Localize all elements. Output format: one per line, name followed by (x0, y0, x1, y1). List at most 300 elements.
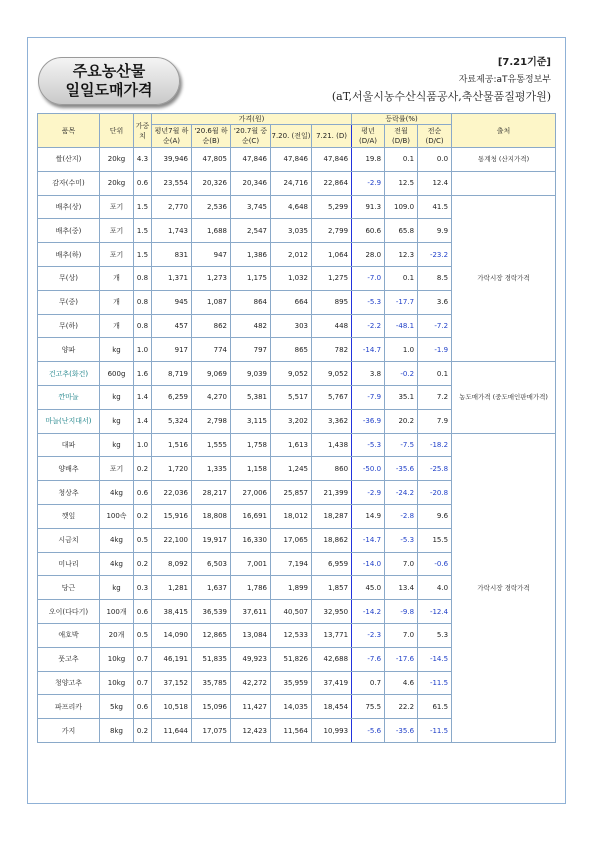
change-cell: 35.1 (385, 385, 418, 409)
item-weight: 0.6 (134, 695, 152, 719)
price-cell: 17,065 (271, 528, 312, 552)
item-unit: 10kg (100, 671, 134, 695)
price-cell: 1,175 (231, 266, 271, 290)
price-cell: 18,454 (312, 695, 352, 719)
price-cell: 47,846 (231, 148, 271, 172)
item-unit: 포기 (100, 219, 134, 243)
change-cell: -2.3 (352, 623, 385, 647)
price-cell: 24,716 (271, 171, 312, 195)
item-unit: 4kg (100, 528, 134, 552)
price-cell: 831 (152, 243, 192, 267)
item-unit: 포기 (100, 457, 134, 481)
price-cell: 1,688 (192, 219, 231, 243)
item-weight: 0.2 (134, 552, 152, 576)
price-cell: 1,857 (312, 576, 352, 600)
price-cell: 18,012 (271, 504, 312, 528)
change-cell: 13.4 (385, 576, 418, 600)
change-cell: 0.1 (385, 148, 418, 172)
item-weight: 4.3 (134, 148, 152, 172)
price-cell: 18,808 (192, 504, 231, 528)
item-unit: kg (100, 338, 134, 362)
price-cell: 1,613 (271, 433, 312, 457)
data-provider: 자료제공:aT유통정보부 (458, 75, 551, 85)
item-weight: 1.4 (134, 409, 152, 433)
header-price-col: 평년7월 하순(A) (152, 125, 192, 148)
change-cell: 22.2 (385, 695, 418, 719)
header-price-col: '20.6월 하순(B) (192, 125, 231, 148)
change-cell: -5.6 (352, 719, 385, 743)
item-unit: 4kg (100, 552, 134, 576)
header-item: 품목 (38, 114, 100, 148)
change-cell: -35.6 (385, 457, 418, 481)
item-unit: 포기 (100, 195, 134, 219)
change-cell: -14.7 (352, 338, 385, 362)
item-unit: 10kg (100, 647, 134, 671)
price-cell: 6,959 (312, 552, 352, 576)
price-cell: 5,381 (231, 385, 271, 409)
item-name: 건고추(화건) (38, 362, 100, 386)
item-unit: 포기 (100, 243, 134, 267)
item-name: 애호박 (38, 623, 100, 647)
price-cell: 20,346 (231, 171, 271, 195)
price-cell: 2,799 (312, 219, 352, 243)
price-cell: 5,299 (312, 195, 352, 219)
price-cell: 16,330 (231, 528, 271, 552)
change-cell: 15.5 (418, 528, 452, 552)
item-name: 당근 (38, 576, 100, 600)
price-cell: 22,864 (312, 171, 352, 195)
header-price-group: 가격(원) (152, 114, 352, 125)
price-cell: 51,835 (192, 647, 231, 671)
item-unit: kg (100, 433, 134, 457)
item-name: 미나리 (38, 552, 100, 576)
header-price-col: 7.20. (전일) (271, 125, 312, 148)
price-cell: 17,075 (192, 719, 231, 743)
change-cell: 4.6 (385, 671, 418, 695)
change-cell: 61.5 (418, 695, 452, 719)
price-cell: 1,786 (231, 576, 271, 600)
price-cell: 10,518 (152, 695, 192, 719)
change-cell: 12.3 (385, 243, 418, 267)
price-cell: 20,326 (192, 171, 231, 195)
change-cell: -7.0 (352, 266, 385, 290)
change-cell: 7.0 (385, 552, 418, 576)
change-cell: -14.0 (352, 552, 385, 576)
price-cell: 6,503 (192, 552, 231, 576)
price-cell: 40,507 (271, 600, 312, 624)
change-cell: 65.8 (385, 219, 418, 243)
price-cell: 37,152 (152, 671, 192, 695)
price-cell: 797 (231, 338, 271, 362)
item-name: 풋고추 (38, 647, 100, 671)
price-table (37, 113, 556, 743)
price-cell: 39,946 (152, 148, 192, 172)
table-row (38, 362, 556, 386)
title-line1: 주요농산물 (72, 62, 146, 80)
price-cell: 5,324 (152, 409, 192, 433)
price-cell: 5,517 (271, 385, 312, 409)
table-row (38, 433, 556, 457)
price-cell: 4,648 (271, 195, 312, 219)
price-cell: 1,758 (231, 433, 271, 457)
price-cell: 32,950 (312, 600, 352, 624)
price-cell: 18,287 (312, 504, 352, 528)
source-cell: 농도매가격 (중도매인판매가격) (452, 362, 556, 433)
change-cell: -0.6 (418, 552, 452, 576)
price-cell: 51,826 (271, 647, 312, 671)
change-cell: -9.8 (385, 600, 418, 624)
price-cell: 8,092 (152, 552, 192, 576)
table-row (38, 171, 556, 195)
change-cell: 12.4 (418, 171, 452, 195)
item-weight: 1.5 (134, 219, 152, 243)
price-cell: 25,857 (271, 481, 312, 505)
item-unit: kg (100, 409, 134, 433)
price-cell: 1,245 (271, 457, 312, 481)
price-cell: 7,001 (231, 552, 271, 576)
item-name: 파프리카 (38, 695, 100, 719)
item-weight: 0.2 (134, 457, 152, 481)
change-cell: -50.0 (352, 457, 385, 481)
item-weight: 0.7 (134, 647, 152, 671)
price-cell: 917 (152, 338, 192, 362)
price-cell: 3,035 (271, 219, 312, 243)
table-row (38, 195, 556, 219)
price-cell: 35,959 (271, 671, 312, 695)
price-cell: 482 (231, 314, 271, 338)
item-weight: 0.2 (134, 504, 152, 528)
price-cell: 7,194 (271, 552, 312, 576)
price-cell: 37,611 (231, 600, 271, 624)
price-cell: 1,335 (192, 457, 231, 481)
item-weight: 1.4 (134, 385, 152, 409)
price-cell: 47,805 (192, 148, 231, 172)
change-cell: -7.9 (352, 385, 385, 409)
item-name: 양배추 (38, 457, 100, 481)
price-cell: 1,032 (271, 266, 312, 290)
price-cell: 11,644 (152, 719, 192, 743)
price-cell: 3,115 (231, 409, 271, 433)
price-cell: 1,273 (192, 266, 231, 290)
change-cell: -5.3 (352, 290, 385, 314)
price-cell: 27,006 (231, 481, 271, 505)
price-cell: 11,564 (271, 719, 312, 743)
reference-date: [7.21기준] (497, 57, 551, 68)
item-name: 감자(수미) (38, 171, 100, 195)
item-weight: 1.5 (134, 195, 152, 219)
item-name: 무(상) (38, 266, 100, 290)
price-cell: 1,720 (152, 457, 192, 481)
change-cell: 28.0 (352, 243, 385, 267)
item-weight: 0.3 (134, 576, 152, 600)
price-cell: 23,554 (152, 171, 192, 195)
source-cell: 통계청 (산지가격) (452, 148, 556, 172)
price-cell: 13,084 (231, 623, 271, 647)
change-cell: 9.9 (418, 219, 452, 243)
item-name: 깻잎 (38, 504, 100, 528)
change-cell: 9.6 (418, 504, 452, 528)
price-cell: 1,158 (231, 457, 271, 481)
price-cell: 664 (271, 290, 312, 314)
price-cell: 19,917 (192, 528, 231, 552)
change-cell: 12.5 (385, 171, 418, 195)
price-cell: 448 (312, 314, 352, 338)
item-name: 청양고추 (38, 671, 100, 695)
price-cell: 862 (192, 314, 231, 338)
price-cell: 9,052 (271, 362, 312, 386)
price-cell: 945 (152, 290, 192, 314)
header-change-col: 전순 (D/C) (418, 125, 452, 148)
change-cell: 20.2 (385, 409, 418, 433)
item-name: 오이(다다기) (38, 600, 100, 624)
change-cell: 7.2 (418, 385, 452, 409)
price-cell: 38,415 (152, 600, 192, 624)
item-unit: 5kg (100, 695, 134, 719)
source-cell: 가락시장 경락가격 (452, 433, 556, 742)
change-cell: 3.8 (352, 362, 385, 386)
table-row (38, 148, 556, 172)
price-cell: 49,923 (231, 647, 271, 671)
change-cell: -14.5 (418, 647, 452, 671)
change-cell: 45.0 (352, 576, 385, 600)
price-cell: 22,100 (152, 528, 192, 552)
price-cell: 1,743 (152, 219, 192, 243)
change-cell: 41.5 (418, 195, 452, 219)
item-weight: 1.6 (134, 362, 152, 386)
change-cell: 1.0 (385, 338, 418, 362)
price-cell: 21,399 (312, 481, 352, 505)
price-cell: 15,916 (152, 504, 192, 528)
item-unit: 8kg (100, 719, 134, 743)
item-unit: 100속 (100, 504, 134, 528)
change-cell: -5.3 (352, 433, 385, 457)
item-name: 양파 (38, 338, 100, 362)
price-cell: 35,785 (192, 671, 231, 695)
change-cell: 4.0 (418, 576, 452, 600)
header-source: 출처 (452, 114, 556, 148)
price-cell: 3,745 (231, 195, 271, 219)
price-cell: 14,090 (152, 623, 192, 647)
change-cell: 0.1 (385, 266, 418, 290)
header-weight: 가중치 (134, 114, 152, 148)
item-weight: 0.5 (134, 623, 152, 647)
item-unit: 개 (100, 290, 134, 314)
header-change-col: 평년 (D/A) (352, 125, 385, 148)
item-weight: 0.8 (134, 290, 152, 314)
price-cell: 1,555 (192, 433, 231, 457)
price-cell: 947 (192, 243, 231, 267)
title-line2: 일일도매가격 (65, 81, 153, 99)
price-cell: 36,539 (192, 600, 231, 624)
price-cell: 1,386 (231, 243, 271, 267)
change-cell: 5.3 (418, 623, 452, 647)
price-cell: 13,771 (312, 623, 352, 647)
item-name: 무(중) (38, 290, 100, 314)
header-price-col: '20.7월 중순(C) (231, 125, 271, 148)
header-price-col: 7.21. (D) (312, 125, 352, 148)
item-name: 대파 (38, 433, 100, 457)
item-name: 무(하) (38, 314, 100, 338)
price-cell: 9,039 (231, 362, 271, 386)
item-weight: 0.7 (134, 671, 152, 695)
header-change-col: 전월 (D/B) (385, 125, 418, 148)
price-cell: 28,217 (192, 481, 231, 505)
item-name: 배추(중) (38, 219, 100, 243)
price-cell: 1,275 (312, 266, 352, 290)
change-cell: 7.9 (418, 409, 452, 433)
item-unit: kg (100, 385, 134, 409)
price-cell: 3,202 (271, 409, 312, 433)
change-cell: 19.8 (352, 148, 385, 172)
price-cell: 47,846 (312, 148, 352, 172)
item-weight: 1.5 (134, 243, 152, 267)
price-cell: 1,438 (312, 433, 352, 457)
price-cell: 10,993 (312, 719, 352, 743)
item-unit: 4kg (100, 481, 134, 505)
price-cell: 22,036 (152, 481, 192, 505)
price-cell: 895 (312, 290, 352, 314)
change-cell: -7.5 (385, 433, 418, 457)
item-name: 시금치 (38, 528, 100, 552)
change-cell: -2.9 (352, 171, 385, 195)
change-cell: -25.8 (418, 457, 452, 481)
price-cell: 14,035 (271, 695, 312, 719)
change-cell: -12.4 (418, 600, 452, 624)
change-cell: -35.6 (385, 719, 418, 743)
item-weight: 1.0 (134, 433, 152, 457)
price-cell: 1,281 (152, 576, 192, 600)
change-cell: -0.2 (385, 362, 418, 386)
price-cell: 4,270 (192, 385, 231, 409)
item-unit: 100개 (100, 600, 134, 624)
change-cell: -23.2 (418, 243, 452, 267)
price-cell: 865 (271, 338, 312, 362)
price-cell: 46,191 (152, 647, 192, 671)
price-cell: 11,427 (231, 695, 271, 719)
title-badge (38, 57, 180, 105)
price-cell: 9,069 (192, 362, 231, 386)
price-cell: 37,419 (312, 671, 352, 695)
item-weight: 0.6 (134, 600, 152, 624)
item-name: 배추(하) (38, 243, 100, 267)
item-name: 가지 (38, 719, 100, 743)
change-cell: 60.6 (352, 219, 385, 243)
item-name: 배추(상) (38, 195, 100, 219)
change-cell: 91.3 (352, 195, 385, 219)
change-cell: -20.8 (418, 481, 452, 505)
change-cell: -48.1 (385, 314, 418, 338)
price-cell: 47,846 (271, 148, 312, 172)
price-cell: 42,688 (312, 647, 352, 671)
item-unit: 20kg (100, 148, 134, 172)
change-cell: -11.5 (418, 671, 452, 695)
price-cell: 1,087 (192, 290, 231, 314)
change-cell: -7.6 (352, 647, 385, 671)
item-weight: 0.6 (134, 481, 152, 505)
header-unit: 단위 (100, 114, 134, 148)
price-cell: 1,371 (152, 266, 192, 290)
item-weight: 0.8 (134, 266, 152, 290)
price-cell: 457 (152, 314, 192, 338)
item-unit: kg (100, 576, 134, 600)
item-name: 깐마늘 (38, 385, 100, 409)
item-weight: 0.8 (134, 314, 152, 338)
price-cell: 8,719 (152, 362, 192, 386)
change-cell: -14.2 (352, 600, 385, 624)
change-cell: -17.6 (385, 647, 418, 671)
price-cell: 16,691 (231, 504, 271, 528)
price-cell: 864 (231, 290, 271, 314)
change-cell: -36.9 (352, 409, 385, 433)
change-cell: -2.8 (385, 504, 418, 528)
item-weight: 1.0 (134, 338, 152, 362)
change-cell: -14.7 (352, 528, 385, 552)
price-cell: 2,547 (231, 219, 271, 243)
change-cell: 75.5 (352, 695, 385, 719)
change-cell: 0.0 (418, 148, 452, 172)
data-sources: (aT,서울시농수산식품공사,축산물품질평가원) (331, 90, 551, 103)
price-cell: 2,012 (271, 243, 312, 267)
item-weight: 0.2 (134, 719, 152, 743)
change-cell: -1.9 (418, 338, 452, 362)
price-cell: 5,767 (312, 385, 352, 409)
change-cell: -7.2 (418, 314, 452, 338)
source-cell (452, 171, 556, 195)
item-unit: 개 (100, 314, 134, 338)
price-cell: 9,052 (312, 362, 352, 386)
price-cell: 18,862 (312, 528, 352, 552)
change-cell: 14.9 (352, 504, 385, 528)
item-weight: 0.5 (134, 528, 152, 552)
change-cell: 109.0 (385, 195, 418, 219)
item-unit: 600g (100, 362, 134, 386)
price-cell: 6,259 (152, 385, 192, 409)
price-cell: 1,516 (152, 433, 192, 457)
change-cell: -18.2 (418, 433, 452, 457)
change-cell: -5.3 (385, 528, 418, 552)
change-cell: -11.5 (418, 719, 452, 743)
change-cell: -17.7 (385, 290, 418, 314)
price-cell: 42,272 (231, 671, 271, 695)
item-name: 쌀(산지) (38, 148, 100, 172)
price-cell: 782 (312, 338, 352, 362)
price-cell: 860 (312, 457, 352, 481)
change-cell: -2.2 (352, 314, 385, 338)
price-cell: 2,798 (192, 409, 231, 433)
item-unit: 20kg (100, 171, 134, 195)
price-cell: 774 (192, 338, 231, 362)
change-cell: 3.6 (418, 290, 452, 314)
item-unit: 개 (100, 266, 134, 290)
price-cell: 3,362 (312, 409, 352, 433)
price-cell: 2,536 (192, 195, 231, 219)
price-cell: 303 (271, 314, 312, 338)
change-cell: -24.2 (385, 481, 418, 505)
item-name: 마늘(난지대서) (38, 409, 100, 433)
item-name: 청상추 (38, 481, 100, 505)
item-weight: 0.6 (134, 171, 152, 195)
header-change-group: 등락률(%) (352, 114, 452, 125)
price-cell: 2,770 (152, 195, 192, 219)
change-cell: -2.9 (352, 481, 385, 505)
price-cell: 12,533 (271, 623, 312, 647)
change-cell: 0.7 (352, 671, 385, 695)
item-unit: 20개 (100, 623, 134, 647)
source-cell: 가락시장 경락가격 (452, 195, 556, 362)
change-cell: 8.5 (418, 266, 452, 290)
change-cell: 7.0 (385, 623, 418, 647)
price-cell: 15,096 (192, 695, 231, 719)
